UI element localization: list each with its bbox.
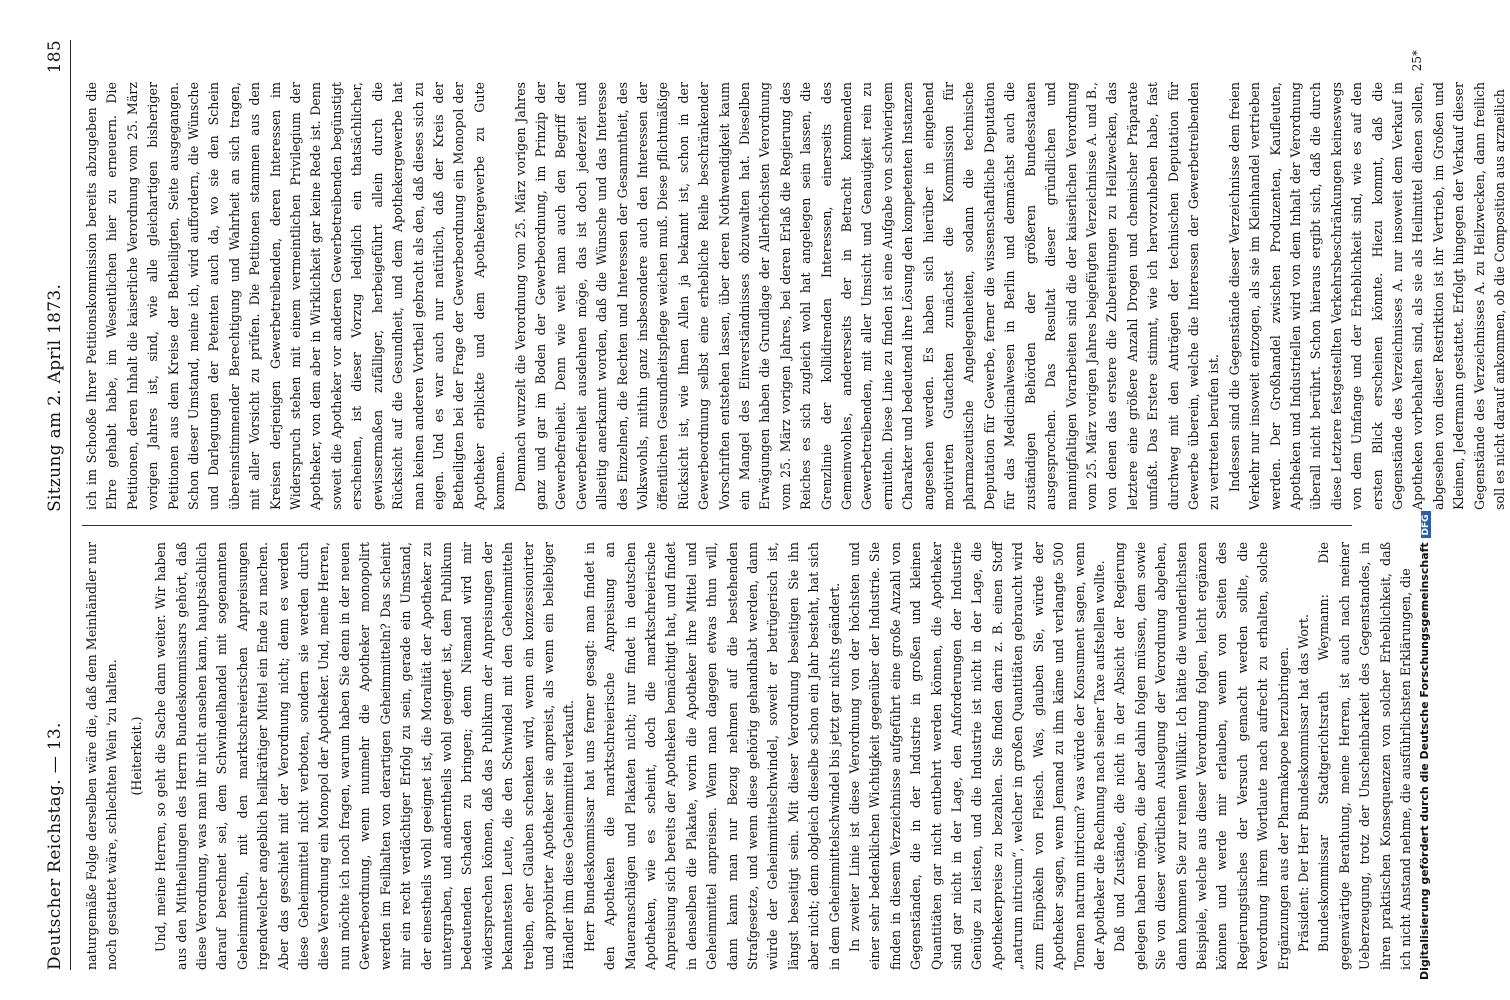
header-center: Sitzung am 2. April 1873. bbox=[45, 283, 65, 512]
page-footer-signature: 25* bbox=[1410, 50, 1424, 72]
column-divider bbox=[82, 525, 1352, 526]
dfg-credit-strip bbox=[1418, 20, 1432, 1000]
text-column-left bbox=[82, 542, 1416, 970]
paragraph: In zweiter Linie ist diese Verordnung von der höchsten und einer sehr bedenklichen Wichtigkeit gegenüber der Industrie. Sie finden in diesem Verzeichnisse aufgeführt eine große Anzahl von Gegenständen, die in der Industrie in großen und kleinen Quantitäten gar nicht entbehrt werden können, die Apotheker sind gar nicht in der Lage, den Anforderungen der Industrie Genüge zu leisten, und die Industrie ist nicht in der Lage, die Apothekerpreise zu bezahlen. Sie finden darin z. B. einen Stoff „natrum nitricum“, welcher in großen Quantitäten gebraucht wird zum Einpökeln von Fleisch. Was, glauben Sie, würde der Apotheker sagen, wenn Jemand zu ihm käme und verlangte 500 Tonnen natrum nitricum? was würde der Konsument sagen, wenn der Apotheker die Rechnung nach seiner Taxe aufstellen wollte. bbox=[847, 542, 1107, 970]
paragraph-president: Präsident: Der Herr Bundeskommissar hat das Wort. bbox=[1295, 614, 1311, 952]
page-number: 185 bbox=[45, 40, 65, 74]
paragraph: Demnach wurzelt die Verordnung vom 25. März vorigen Jahres ganz und gar im Boden der Gewerbeordnung, im Prinzip der Gewerbefreiheit. Denn wie weit man auch den Begriff der Gewerbefreiheit ausdehnen möge, das ist doch jederzeit und allseitig anerkannt worden, daß die Wünsche und das Interesse des Einzelnen, die Rechten und Interessen der Gesammtheit, des Volkswohls, mithin ganz insbesondere auch den Interessen der öffentlichen Gesundheitspflege weichen muß. Diese pflichtmäßige Rücksicht ist, wie Ihnen Allen ja bekannt ist, schon in der Gewerbeordnung selbst eine erhebliche Reihe beschränkender Vorschriften entstehen lassen, über deren Nothwendigkeit kaum ein Mangel des Einverständnisses obzuwalten hat. Dieselben Erwägungen haben die Grundlage der Allerhöchsten Verordnung vom 25. März vorigen Jahres, bei deren Erlaß die Regierung des Reiches es sich zugleich wohl hat angelegen sein lassen, die Grenzlinie der kollidirenden Interessen, einerseits des Gemeinwohles, andererseits der in Betracht kommenden Gewerbetreibenden, mit aller Umsicht und Genauigkeit rein zu ermitteln. Diese Linie zu finden ist eine Aufgabe von schwierigem Charakter und bedeutend ihre Lösung den kompetenten Instanzen angesehen werden. Es haben sich hierüber in eingehend motivirten Gutachten zunächst die Kommission für pharmazeutische Angelegenheiten, sodann die technische Deputation für Gewerbe, ferner die wissenschaftliche Deputation für das Medicinalwesen in Berlin und demnächst auch die zuständigen Behörden der größeren Bundesstaaten ausgesprochen. Das Resultat dieser gründlichen und mannigfaltigen Vorarbeiten sind die der kaiserlichen Verordnung vom 25. März vorigen Jahres beigefügten Verzeichnisse A. und B., von denen das erstere die Zubereitungen zu Heilzwecken, das letztere eine größere Anzahl Drogen und chemischer Präparate umfaßt. Das Erstere stimmt, wie ich hervorzuheben habe, fast durchweg mit den Anträgen der technischen Deputation für Gewerbe überein, welche die Interessen der Gewerbetreibenden zu vertreten berufen ist. bbox=[512, 82, 1222, 510]
paragraph: Bundeskommissar Stadtgerichtsrath Weymann: Die gegenwärtige Berathung, meine Herren, ist auch nach meiner Ueberzeugung, trotz der Unscheinbarkeit des Gegenstandes, in ihren praktischen Konsequenzen von solcher Erheblichkeit, daß ich nicht Anstand nehme, die ausführlichsten Erklärungen, die bbox=[1316, 542, 1413, 970]
paragraph: naturgemäße Folge derselben wäre die, daß dem Meinhändler nur noch gestattet wäre, schlechten Wein 'zu halten. bbox=[84, 542, 120, 970]
paragraph-laughter: (Heiterkeit.) bbox=[128, 716, 144, 796]
text-column-right bbox=[82, 82, 1510, 510]
page-header bbox=[40, 40, 71, 970]
paragraph: Herr Bundeskommissar hat uns ferner gesagt: man findet in den Apotheken die marktschreierische Anpreisung an Maueranschlägen und Plakaten nicht; nur findet in deutschen Apotheken, wie es scheint, doch die marktschreierische Anpreisung sich bereits der Apotheken bemächtigt hat, und findet in denselben die Plakate, worin die Apotheker ihre Mittel und Geheimmittel anpreisen. Wenn man dagegen etwas thun will, dann kann man nur Bezug nehmen auf die bestehenden Strafgesetze, und wenn diese gehörig gehandhabt werden, dann würde der Geheimmittelschwindel, soweit er betrügerisch ist, längst beseitigt sein. Mit dieser Verordnung beseitigen Sie ihn aber nicht; denn obgleich dieselbe schon ein Jahr besteht, hat sich in dem Geheimmittelschwindel bis jetzt gar nichts geändert. bbox=[581, 542, 842, 970]
paragraph: Indessen sind die Gegenstände dieser Verzeichnisse dem freien Verkehr nur insoweit entzogen, als sie im Kleinhandel vertrieben werden. Der Großhandel zwischen Produzenten, Kaufleuten, Apotheken und Industriellen wird von dem Inhalt der Verordnung überall nicht berührt. Schon hieraus ergibt sich, daß die durch diese Letztere festgestellten Verkehrsbeschränkungen keineswegs von dem Umfange und der Erheblichkeit sind, wie es auf den ersten Blick erscheinen könnte. Hiezu kommt, daß die Gegenstände des Verzeichnisses A. nur insoweit dem Verkauf in Apotheken vorbehalten sind, als sie als Heilmittel dienen sollen, abgesehen von dieser Restriktion ist ihr Vertrieb, im Großen und Kleinen, Jedermann gestattet. Erfolgt hingegen der Verkauf dieser Gegenstände des Verzeichnisses A. zu Heilzwecken, dann freilich soll es nicht darauf ankommen, ob die Composition aus arzneilich bbox=[1226, 82, 1508, 510]
paragraph: ich im Schooße Ihrer Petitionskommission bereits abzugeben die Ehre gehabt habe, im Wesentlichen hier zu erneuern. Die Petitionen, deren Inhalt die kaiserliche Verordnung vom 25. März vorigen Jahres ist, sind, wie alle gleichartigen bisheriger Petitionen aus dem Kreise der Betheiligten, Seite ausgegangen. Schon dieser Umstand, meine ich, wird auffordern, die Wünsche und Darlegungen der Petenten auch da, wo sie den Schein übereinstimmender Berechtigung und Wahrheit an sich tragen, mit aller Vorsicht zu prüfen. Die Petitionen stammen aus den Kreisen derjenigen Gewerbetreibenden, deren Interessen im Widerspruch stehen mit einem vermeintlichen Privilegium der Apotheker, von dem aber in Wirklichkeit gar keine Rede ist. Denn soweit die Apotheker vor anderen Gewerbetreibenden begünstigt erscheinen, ist dieser Vorzug lediglich ein thatsächlicher, gewissermaßen zufälliger, herbeigeführt allein durch die Rücksicht auf die Gesundheit, und dem Apothekergewerbe hat man keinen anderen Vortheil gebracht als den, daß dieses sich zu eigen. Und es war auch nur natürlich, daß der Kreis der Betheiligten bei der Frage der Gewerbeordnung ein Monopol der Apotheker erblickte und dem Apothekergewerbe zu Gute kommen. bbox=[84, 82, 508, 510]
paragraph: Daß und Zustände, die nicht in der Absicht der Regierung gelegen haben mögen, die aber dahin folgen müssen, dem sowie Sie von dieser wörtlichen Auslegung der Verordnung abgehen, dann kommen Sie zur reinen Willkür. Ich hätte die wunderlichsten Beispiele, welche aus dieser Verordnung folgen, leicht ergänzen können und werde mir erlauben, wenn von Seiten des Regierungstisches der Versuch gemacht werden sollte, die Verordnung ihrem Wortlaute nach aufrecht zu erhalten, solche Ergänzungen aus der Pharmakopoe herzubringen. bbox=[1112, 542, 1291, 970]
header-left: Deutscher Reichstag. — 13. bbox=[45, 722, 65, 970]
paragraph: Und, meine Herren, so geht die Sache dann weiter. Wir haben aus den Mittheilungen des Herrn Bundeskommissars gehört, daß diese Verordnung, was man ihr nicht ansehen kann, hauptsächlich darauf berechnet sei, dem Schwindelhandel mit sogenannten Geheimmitteln, mit den marktschreierischen Anpreisungen irgendwelcher angeblich heilkräftiger Mittel ein Ende zu machen. Aber das geschieht mit der Verordnung nicht; denn es werden diese Geheimmittel nicht verboten, sondern sie werden durch diese Verordnung ein Monopol der Apotheker. Und, meine Herren, nun möchte ich noch fragen, warum haben Sie denn in der neuen Gewerbeordnung, wenn nunmehr die Apotheker monopolirt werden im Feilhalten von derartigen Geheimmitteln? Das scheint mir ein recht verdächtiger Erfolg zu sein, gerade ein Umstand, der einestheils wohl geeignet ist, die Moralität der Apotheker zu untergraben, und anderntheils wohl geeignet ist, dem Publikum bedeutenden Schaden zu bringen; denn Niemand wird mir widersprechen können, daß das Publikum der Anpreisungen der bekanntesten Leute, die den Schwindel mit den Geheimmitteln treiben, eher Glauben schenken wird, wenn ein konzessionirter und approbirter Apotheker sie anpreist, als wenn ein beliebiger Händler ihm diese Geheimmittel verkauft. bbox=[153, 542, 577, 970]
dfg-credit-text: Digitalisierung gefördert durch die Deutsche Forschungsgemeinschaft bbox=[1418, 542, 1431, 980]
dfg-logo: DFG bbox=[1421, 511, 1431, 538]
